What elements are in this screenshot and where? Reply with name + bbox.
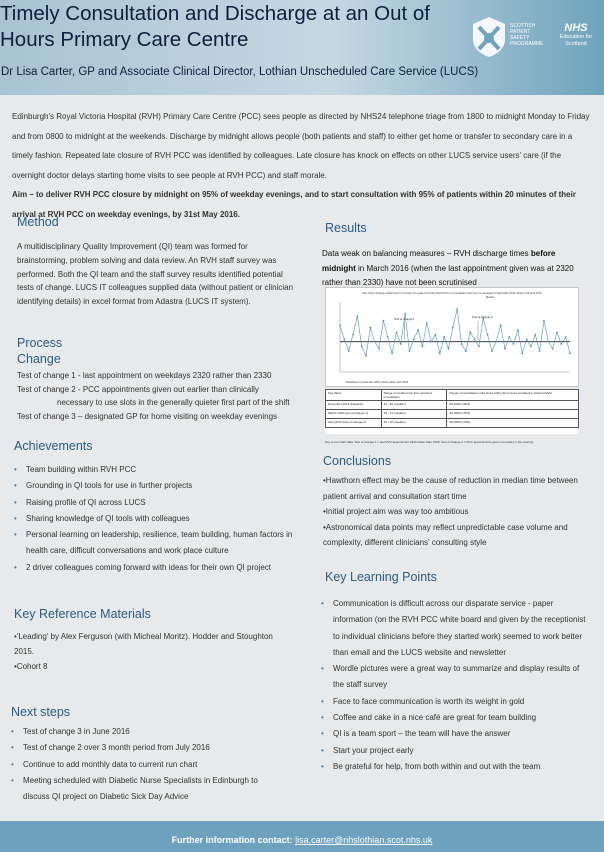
- list-item: • Start your project early: [321, 743, 586, 759]
- results-heading: Results: [325, 221, 367, 235]
- references-heading: Key Reference Materials: [14, 607, 151, 621]
- list-item: • Be grateful for help, from both within and out with the team: [321, 759, 586, 775]
- conclusion-3: •Astronomical data points may reflect unpredictable case volume and complexity, different clinicians' consulting style: [323, 522, 568, 547]
- data-point: [552, 348, 554, 350]
- data-point: [339, 324, 341, 326]
- table-cell: December 2015 (baseline): [326, 401, 382, 410]
- intro-section: [12, 107, 594, 224]
- data-point: [369, 327, 371, 329]
- patient-safety-logo: [470, 15, 550, 65]
- results-text: [322, 247, 584, 291]
- data-point: [382, 320, 384, 322]
- author-line: Dr Lisa Carter, GP and Associate Clinical Director, Lothian Unscheduled Care Service (LUCS): [1, 66, 479, 78]
- data-point: [361, 345, 363, 347]
- annotation-test-of-change-1: Test of change 1: [394, 317, 415, 321]
- legend-label: Median: [486, 296, 495, 299]
- test-of-change-2: Test of change 2 - PCC appointments given out earlier than clinically: [17, 384, 259, 394]
- data-point: [456, 308, 458, 310]
- table-cell: Range of median time from arrival to consultation: [381, 390, 447, 401]
- data-point: [491, 350, 493, 352]
- annotation-test-of-change-2: Test of change 2: [472, 315, 493, 319]
- intro-paragraph: Edinburgh's Royal Victoria Hospital (RVH) Primary Care Centre (PCC) sees people as directed by NHS24 telephone triage from 1800 to midnight Monday to Friday and from 0800 to midnight at the weekends. Discharge by midnight allows people (both patients and staff) to either get home or transfer to secondary care in a timely fashion. Repeated late closure of RVH PCC was identified by colleagues. Late closure has knock on effects on other LUCS service users' care (if the overnight doctor delays starting home visits to see people at RVH PCC) and staff morale.: [12, 112, 590, 180]
- data-point: [513, 343, 515, 345]
- data-point: [352, 334, 354, 336]
- process-heading-line2: Change: [17, 352, 61, 366]
- data-point: [508, 336, 510, 338]
- poster-title: Timely Consultation and Discharge at an Out of Hours Primary Care Centre: [0, 2, 430, 51]
- list-item: • Personal learning on leadership, resilience, team building, human factors in health care, difficult conversations and work place culture: [14, 527, 304, 560]
- patient-safety-text: SCOTTISH PATIENT SAFETY PROGRAMME: [510, 23, 544, 47]
- data-point: [452, 327, 454, 329]
- table-cell: April 2016 (test of change 2): [326, 419, 382, 428]
- table-cell: Range of consultation start times within 20 minutes of patient's arrival at RVH: [447, 390, 579, 401]
- data-point: [526, 338, 528, 340]
- data-point: [539, 350, 541, 352]
- data-point: [517, 329, 519, 331]
- achievements-heading: Achievements: [14, 439, 93, 453]
- data-point: [413, 338, 415, 340]
- data-point: [430, 341, 432, 343]
- contact-label: Further information contact:: [171, 835, 296, 845]
- data-point: [400, 343, 402, 345]
- data-point: [565, 336, 567, 338]
- data-point: [426, 322, 428, 324]
- test-of-change-1: Test of change 1 - last appointment on weekdays 2320 rather than 2330: [17, 371, 272, 380]
- table-cell: 55-100% (70%): [447, 419, 579, 428]
- data-point: [469, 331, 471, 333]
- results-text-bold: before midnight: [322, 249, 556, 273]
- learning-heading: Key Learning Points: [325, 570, 437, 584]
- list-item: • Meeting scheduled with Diabetic Nurse Specialists in Edinburgh to discuss QI project on Diabetic Sick Day Advice: [11, 773, 281, 806]
- chart-title: Run chart showing median time in minutes from patient arrival at RVH PCC to consultation start time on weekdays in December 2015, March and April 2016: [362, 292, 542, 295]
- list-item: • Communication is difficult across our disparate service - paper information (on the RVH PCC white board and given by the receptionist to individual clinicians before they started work) seemed to work better than email and the LUCS website and newsletter: [321, 596, 586, 661]
- table-row: [326, 390, 579, 401]
- contact-email-link[interactable]: lisa.carter@nhslothian.scot.nhs.uk: [295, 835, 433, 845]
- table-cell: Key dates: [326, 390, 382, 401]
- list-item: • QI is a team sport – the team will have the answer: [321, 726, 586, 742]
- x-axis-label: Weekdays in December 2015, March 2016, April 2016: [346, 381, 409, 384]
- data-point: [478, 345, 480, 347]
- learning-list: [321, 596, 586, 775]
- data-point: [534, 334, 536, 336]
- data-point: [374, 341, 376, 343]
- table-cell: 55-100% (35%): [447, 401, 579, 410]
- next-steps-list: [11, 724, 281, 805]
- table-row: [326, 401, 579, 410]
- test-of-change-3: Test of change 3 – designated GP for home visiting on weekday evenings: [17, 411, 278, 421]
- aim-statement: Aim – to deliver RVH PCC closure by midnight on 95% of weekday evenings, and to start consultation with 95% of patients within 20 minutes of their arrival at RVH PCC on weekday evenings, by 31st May 2016.: [12, 190, 576, 219]
- header-banner: [0, 0, 604, 95]
- data-point: [500, 324, 502, 326]
- table-cell: 10 - 31 (median): [381, 410, 447, 419]
- list-item: • Continue to add monthly data to current run chart: [11, 757, 281, 773]
- data-point: [343, 338, 345, 340]
- data-point: [448, 348, 450, 350]
- data-point: [409, 350, 411, 352]
- data-point: [365, 355, 367, 357]
- reference-2: •Cohort 8: [14, 662, 48, 671]
- achievements-list: [14, 462, 304, 576]
- data-point: [391, 352, 393, 354]
- data-point: [387, 336, 389, 338]
- data-point: [348, 350, 350, 352]
- data-point: [556, 331, 558, 333]
- chart-axes: [340, 302, 570, 372]
- list-item: • Face to face communication is worth its weight in gold: [321, 694, 586, 710]
- results-text-suffix: in March 2016 (when the last appointment given was at 2320 rather than 2330) have not been scrutinised: [322, 263, 574, 287]
- list-item: • Coffee and cake in a nice café are great for team building: [321, 710, 586, 726]
- process-tests: [17, 369, 317, 423]
- method-heading: Method: [17, 215, 59, 229]
- data-point: [504, 348, 506, 350]
- nhs-mark: NHS: [564, 22, 588, 34]
- data-point: [378, 348, 380, 350]
- data-point: [569, 352, 571, 354]
- table-cell: 40-100% (75%): [447, 410, 579, 419]
- data-point: [417, 329, 419, 331]
- data-point: [521, 352, 523, 354]
- table-row: [326, 410, 579, 419]
- footer-bar: [0, 821, 604, 852]
- data-point: [495, 341, 497, 343]
- conclusion-2: •Initial project aim was way too ambitious: [323, 507, 469, 516]
- data-point: [461, 343, 463, 345]
- list-item: • Test of change 3 in June 2016: [11, 724, 281, 740]
- method-text: A multidisciplinary Quality Improvement (QI) team was formed for brainstorming, problem solving and data review. An RVH staff survey was performed. Both the QI team and the staff survey results identified potential tests of change. LUCS IT colleagues supplied data (without patient or clinician identifying details) in excel format from Adastra (LUCS IT system).: [17, 242, 294, 307]
- data-point: [487, 334, 489, 336]
- data-point: [543, 320, 545, 322]
- conclusion-1: •Hawthorn effect may be the cause of reduction in median time between patient arrival and consultation start time: [323, 476, 578, 501]
- data-point: [356, 315, 358, 317]
- conclusions-heading: Conclusions: [323, 454, 392, 468]
- conclusions-text: [323, 473, 585, 551]
- data-point: [443, 336, 445, 338]
- list-item: • Raising profile of QI across LUCS: [14, 495, 304, 511]
- list-item: • Wordle pictures were a great way to summarize and display results of the staff survey: [321, 661, 586, 694]
- table-cell: March 2016 (test of change 1): [326, 410, 382, 419]
- references-text: [14, 629, 284, 674]
- saltire-seal-icon: [470, 15, 508, 59]
- next-steps-heading: Next steps: [11, 705, 71, 719]
- list-item: • Sharing knowledge of QI tools with colleagues: [14, 511, 304, 527]
- test-of-change-2-cont: necessary to use slots in the generally quieter first part of the shift: [57, 398, 290, 407]
- data-point: [396, 331, 398, 333]
- run-chart-svg: [326, 288, 578, 386]
- series-line: [340, 309, 570, 356]
- nhs-education-logo: [556, 22, 596, 47]
- run-chart: [325, 287, 579, 387]
- data-point: [465, 350, 467, 352]
- data-point: [474, 338, 476, 340]
- list-item: • Test of change 2 over 3 month period from July 2016: [11, 740, 281, 756]
- key-dates-table: [325, 389, 579, 434]
- list-item: • Grounding in QI tools for use in further projects: [14, 478, 304, 494]
- nhs-education-text: Education for Scotland: [559, 34, 593, 47]
- data-point: [439, 352, 441, 354]
- data-point: [547, 341, 549, 343]
- results-text-prefix: Data weak on balancing measures – RVH discharge times: [322, 249, 531, 258]
- contact-line: [0, 835, 604, 845]
- data-point: [530, 345, 532, 347]
- process-heading-line1: Process: [17, 336, 63, 350]
- data-point: [404, 313, 406, 315]
- list-item: • Team building within RVH PCC: [14, 462, 304, 478]
- table-cell: 10 - 26 (median): [381, 419, 447, 428]
- table-cell: 16 - 60 (median): [381, 401, 447, 410]
- table-row: [326, 419, 579, 428]
- list-item: • 2 driver colleagues coming forward with ideas for their own QI project: [14, 560, 304, 576]
- data-point: [422, 345, 424, 347]
- data-point: [435, 334, 437, 336]
- data-point: [560, 343, 562, 345]
- chart-key-note: Key to run chart data: Test of change 1 = last RVH appointment 2320 rather than 2330; Test of change 2 = PCC appointments given out earlier in the evening: [325, 440, 534, 444]
- reference-1: •'Leading' by Alex Ferguson (with Micheal Moritz). Hodder and Stoughton 2015.: [14, 632, 273, 656]
